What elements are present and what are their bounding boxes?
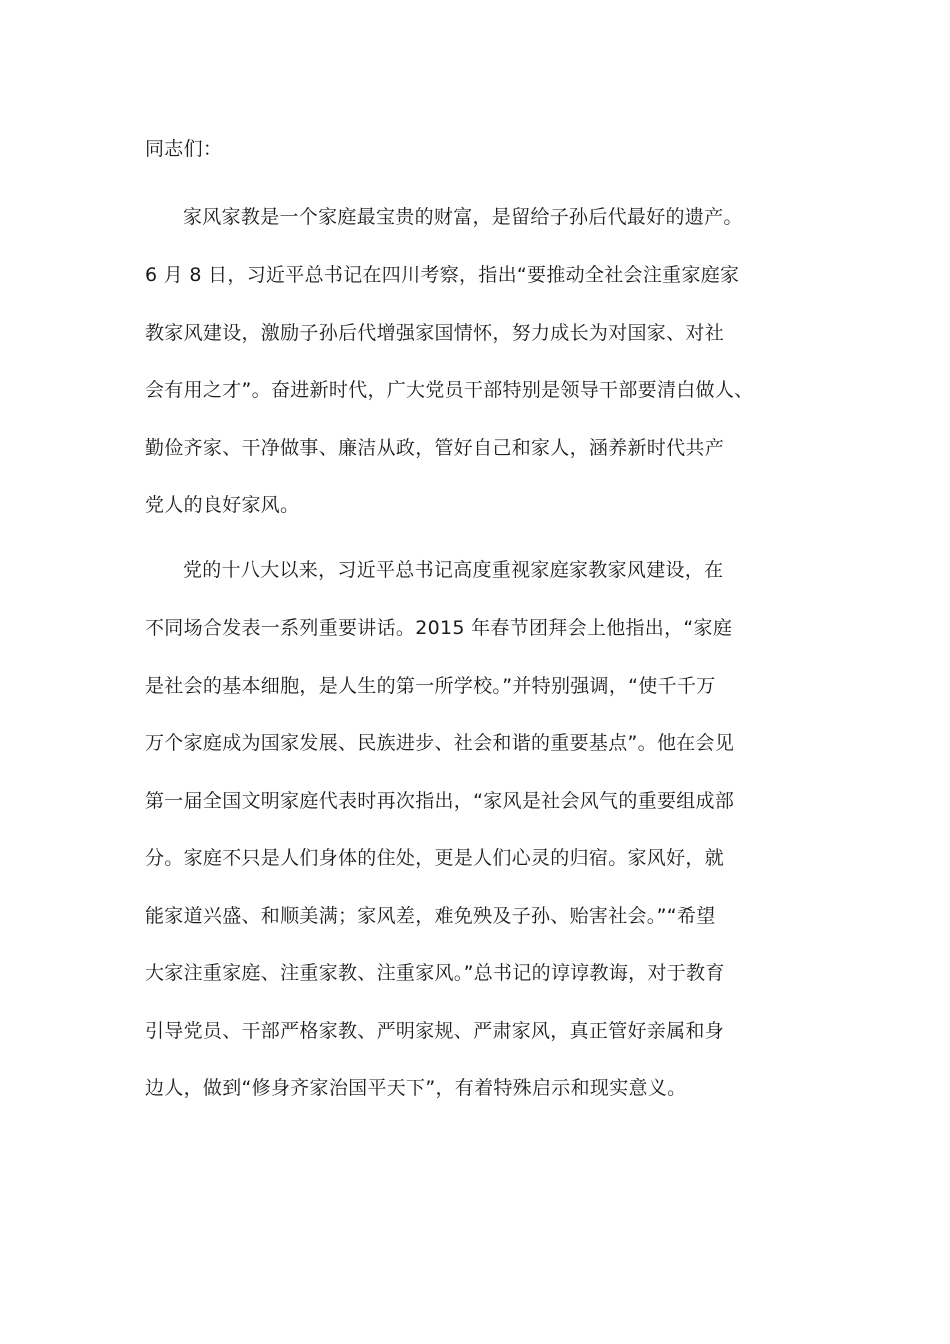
paragraph-2-line-6: 分。家庭不只是人们身体的住处，更是人们心灵的归宿。家风好，就 — [145, 847, 725, 869]
paragraph-2-line-10: 边人，做到“修身齐家治国平天下”，有着特殊启示和现实意义。 — [145, 1077, 687, 1099]
paragraph-2-line-3: 是社会的基本细胞，是人生的第一所学校。”并特别强调，“使千千万 — [145, 675, 716, 697]
paragraph-1-line-4: 会有用之才”。奋进新时代，广大党员干部特别是领导干部要清白做人、 — [145, 379, 754, 401]
paragraph-2-line-5: 第一届全国文明家庭代表时再次指出，“家风是社会风气的重要组成部 — [145, 790, 735, 812]
paragraph-2-line-8: 大家注重家庭、注重家教、注重家风。”总书记的谆谆教诲，对于教育 — [145, 962, 725, 984]
paragraph-1-line-6: 党人的良好家风。 — [145, 494, 300, 516]
paragraph-2-line-4: 万个家庭成为国家发展、民族进步、社会和谐的重要基点”。他在会见 — [145, 732, 735, 754]
paragraph-1-line-3: 教家风建设，激励子孙后代增强家国情怀，努力成长为对国家、对社 — [145, 322, 725, 344]
paragraph-1-line-2: 6 月 8 日，习近平总书记在四川考察，指出“要推动全社会注重家庭家 — [145, 264, 740, 286]
paragraph-1-line-1: 家风家教是一个家庭最宝贵的财富，是留给子孙后代最好的遗产。 — [183, 206, 743, 228]
paragraph-2-line-2: 不同场合发表一系列重要讲话。2015 年春节团拜会上他指出，“家庭 — [145, 617, 733, 639]
paragraph-2-line-7: 能家道兴盛、和顺美满；家风差，难免殃及子孙、贻害社会。”“希望 — [145, 905, 716, 927]
paragraph-2-line-9: 引导党员、干部严格家教、严明家规、严肃家风，真正管好亲属和身 — [145, 1020, 725, 1042]
paragraph-2-line-1: 党的十八大以来，习近平总书记高度重视家庭家教家风建设，在 — [183, 559, 724, 581]
salutation: 同志们： — [145, 138, 223, 160]
paragraph-1-line-5: 勤俭齐家、干净做事、廉洁从政，管好自己和家人，涵养新时代共产 — [145, 437, 725, 459]
